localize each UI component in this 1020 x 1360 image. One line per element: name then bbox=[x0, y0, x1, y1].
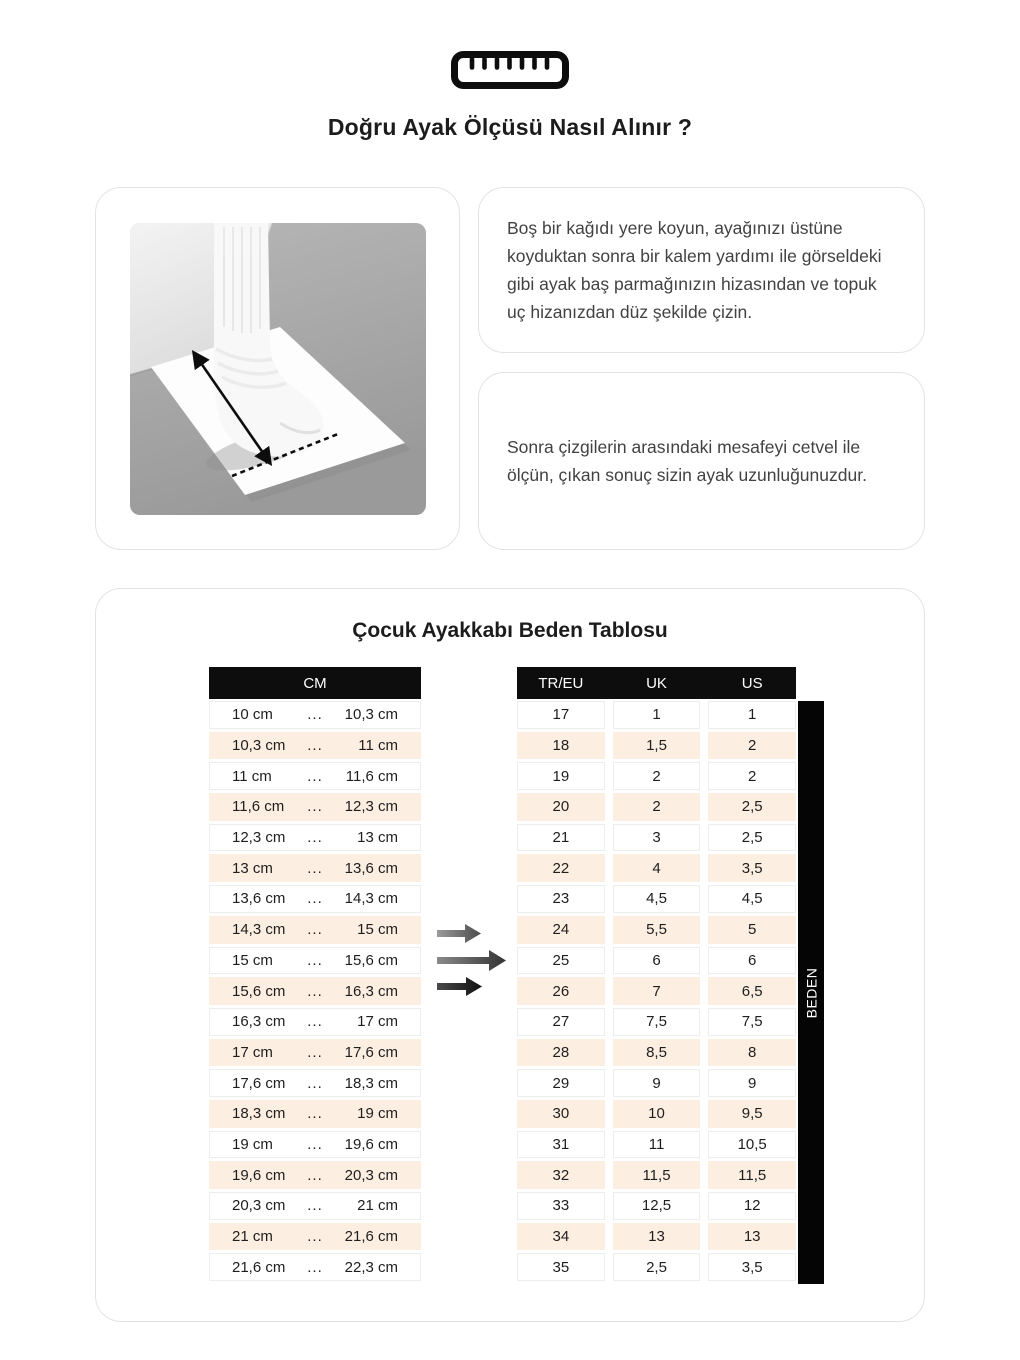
cm-cell: 20,3 cm bbox=[344, 1166, 398, 1184]
foot-on-paper-photo bbox=[130, 223, 426, 515]
size-table-header bbox=[517, 667, 796, 699]
size-chart-card bbox=[95, 588, 925, 1322]
cm-cell: ... bbox=[307, 1013, 323, 1031]
cm-cell: ... bbox=[307, 1228, 323, 1246]
size-cell: 9 bbox=[613, 1069, 701, 1097]
cm-cell: ... bbox=[307, 829, 323, 847]
size-cell: 12 bbox=[708, 1192, 796, 1220]
header-us: US bbox=[741, 674, 763, 692]
cm-cell: 18,3 cm bbox=[232, 1105, 286, 1123]
cm-cell: ... bbox=[307, 1105, 323, 1123]
cm-cell: ... bbox=[307, 921, 323, 939]
size-cell: 13 bbox=[613, 1223, 701, 1251]
size-row bbox=[517, 1039, 796, 1067]
size-row bbox=[517, 1161, 796, 1189]
size-row bbox=[517, 762, 796, 790]
cm-cell: 22,3 cm bbox=[344, 1258, 398, 1276]
instruction-step-1-card bbox=[478, 187, 925, 353]
size-cell: 6 bbox=[708, 947, 796, 975]
cm-header-label: CM bbox=[303, 674, 327, 692]
size-cell: 22 bbox=[517, 854, 605, 882]
cm-cell: 19,6 cm bbox=[344, 1135, 398, 1153]
size-cell: 7 bbox=[613, 977, 701, 1005]
size-cell: 11 bbox=[613, 1131, 701, 1159]
conversion-arrows-icon bbox=[435, 919, 507, 1003]
size-row bbox=[517, 1131, 796, 1159]
size-conversion-table bbox=[517, 667, 796, 1284]
cm-cell: 21,6 cm bbox=[232, 1258, 286, 1276]
size-row bbox=[517, 1223, 796, 1251]
size-row bbox=[517, 732, 796, 760]
cm-cell: 16,3 cm bbox=[344, 982, 398, 1000]
size-row bbox=[517, 1253, 796, 1281]
size-cell: 17 bbox=[517, 701, 605, 729]
cm-cell: 17 cm bbox=[357, 1013, 398, 1031]
size-cell: 8,5 bbox=[613, 1039, 701, 1067]
cm-row bbox=[209, 1039, 421, 1067]
size-cell: 32 bbox=[517, 1161, 605, 1189]
cm-row bbox=[209, 793, 421, 821]
cm-cell: 10,3 cm bbox=[344, 706, 398, 724]
cm-cell: ... bbox=[307, 1043, 323, 1061]
cm-cell: 17,6 cm bbox=[232, 1074, 286, 1092]
cm-cell: 11,6 cm bbox=[232, 798, 285, 816]
cm-cell: 15,6 cm bbox=[344, 951, 398, 969]
ruler-icon bbox=[0, 50, 1020, 90]
cm-row bbox=[209, 1008, 421, 1036]
cm-cell: 15 cm bbox=[357, 921, 398, 939]
cm-cell: 16,3 cm bbox=[232, 1013, 286, 1031]
size-cell: 33 bbox=[517, 1192, 605, 1220]
size-cell: 3 bbox=[613, 824, 701, 852]
size-cell: 24 bbox=[517, 916, 605, 944]
cm-cell: 11 cm bbox=[358, 737, 398, 755]
cm-cell: ... bbox=[307, 859, 323, 877]
size-row bbox=[517, 701, 796, 729]
cm-cell: ... bbox=[307, 1074, 323, 1092]
cm-cell: 19 cm bbox=[232, 1135, 273, 1153]
cm-cell: 19,6 cm bbox=[232, 1166, 286, 1184]
size-cell: 2,5 bbox=[708, 824, 796, 852]
size-cell: 18 bbox=[517, 732, 605, 760]
cm-cell: 11,6 cm bbox=[345, 767, 398, 785]
size-cell: 12,5 bbox=[613, 1192, 701, 1220]
cm-row bbox=[209, 1223, 421, 1251]
size-cell: 27 bbox=[517, 1008, 605, 1036]
cm-cell: 10 cm bbox=[232, 706, 273, 724]
cm-cell: ... bbox=[307, 798, 323, 816]
page-title: Doğru Ayak Ölçüsü Nasıl Alınır ? bbox=[327, 114, 693, 140]
instruction-step-2-card bbox=[478, 372, 925, 550]
cm-row bbox=[209, 1131, 421, 1159]
size-table-body bbox=[517, 701, 796, 1281]
size-row bbox=[517, 1192, 796, 1220]
cm-range-table bbox=[209, 667, 421, 1284]
cm-cell: 20,3 cm bbox=[232, 1197, 286, 1215]
cm-cell: ... bbox=[307, 706, 323, 724]
cm-cell: 14,3 cm bbox=[344, 890, 398, 908]
cm-table-header bbox=[209, 667, 421, 699]
beden-label: BEDEN bbox=[803, 967, 820, 1018]
cm-cell: 17 cm bbox=[232, 1043, 273, 1061]
size-cell: 21 bbox=[517, 824, 605, 852]
cm-row bbox=[209, 885, 421, 913]
size-row bbox=[517, 947, 796, 975]
size-cell: 10,5 bbox=[708, 1131, 796, 1159]
size-cell: 8 bbox=[708, 1039, 796, 1067]
cm-cell: 21 cm bbox=[357, 1197, 398, 1215]
cm-cell: 15 cm bbox=[232, 951, 273, 969]
cm-cell: 17,6 cm bbox=[344, 1043, 398, 1061]
size-row bbox=[517, 793, 796, 821]
beden-side-bar bbox=[798, 701, 824, 1284]
cm-row bbox=[209, 1253, 421, 1281]
size-cell: 1 bbox=[613, 701, 701, 729]
cm-cell: 18,3 cm bbox=[344, 1074, 398, 1092]
size-cell: 2,5 bbox=[613, 1253, 701, 1281]
size-cell: 23 bbox=[517, 885, 605, 913]
size-cell: 4,5 bbox=[708, 885, 796, 913]
cm-cell: 19 cm bbox=[357, 1105, 398, 1123]
cm-cell: 21 cm bbox=[232, 1228, 273, 1246]
cm-cell: ... bbox=[307, 1135, 323, 1153]
size-cell: 19 bbox=[517, 762, 605, 790]
size-cell: 3,5 bbox=[708, 1253, 796, 1281]
cm-cell: 15,6 cm bbox=[232, 982, 286, 1000]
instruction-step-1-text: Boş bir kağıdı yere koyun, ayağınızı üstüne koyduktan sonra bir kalem yardımı ile görseldeki gibi ayak baş parmağınızın hizasından ve topuk uç hizanızdan düz şekilde çizin. bbox=[507, 218, 882, 322]
size-cell: 25 bbox=[517, 947, 605, 975]
cm-cell: 21,6 cm bbox=[344, 1228, 398, 1246]
cm-row bbox=[209, 824, 421, 852]
cm-cell: ... bbox=[307, 982, 323, 1000]
cm-cell: 14,3 cm bbox=[232, 921, 286, 939]
cm-row bbox=[209, 854, 421, 882]
cm-cell: 13,6 cm bbox=[232, 890, 286, 908]
measurement-photo-card bbox=[95, 187, 460, 550]
size-cell: 1,5 bbox=[613, 732, 701, 760]
instruction-step-2-text: Sonra çizgilerin arasındaki mesafeyi cetvel ile ölçün, çıkan sonuç sizin ayak uzunluğunuzdur. bbox=[507, 437, 867, 485]
cm-cell: ... bbox=[307, 737, 323, 755]
cm-cell: 13,6 cm bbox=[344, 859, 398, 877]
cm-cell: 12,3 cm bbox=[344, 798, 398, 816]
size-cell: 7,5 bbox=[708, 1008, 796, 1036]
size-cell: 5,5 bbox=[613, 916, 701, 944]
cm-cell: ... bbox=[307, 1166, 323, 1184]
cm-cell: ... bbox=[307, 951, 323, 969]
cm-row bbox=[209, 732, 421, 760]
size-cell: 29 bbox=[517, 1069, 605, 1097]
size-cell: 2 bbox=[708, 762, 796, 790]
size-cell: 2,5 bbox=[708, 793, 796, 821]
size-chart-title: Çocuk Ayakkabı Beden Tablosu bbox=[352, 619, 668, 642]
size-cell: 20 bbox=[517, 793, 605, 821]
cm-cell: 13 cm bbox=[232, 859, 273, 877]
size-cell: 5 bbox=[708, 916, 796, 944]
size-cell: 11,5 bbox=[708, 1161, 796, 1189]
size-row bbox=[517, 824, 796, 852]
size-cell: 26 bbox=[517, 977, 605, 1005]
size-cell: 3,5 bbox=[708, 854, 796, 882]
cm-row bbox=[209, 916, 421, 944]
header-uk: UK bbox=[646, 674, 667, 692]
cm-table-body bbox=[209, 701, 421, 1281]
size-cell: 2 bbox=[613, 793, 701, 821]
size-cell: 9 bbox=[708, 1069, 796, 1097]
cm-cell: ... bbox=[307, 1258, 323, 1276]
cm-row bbox=[209, 1100, 421, 1128]
cm-cell: 12,3 cm bbox=[232, 829, 286, 847]
size-cell: 30 bbox=[517, 1100, 605, 1128]
cm-row bbox=[209, 701, 421, 729]
cm-cell: ... bbox=[307, 767, 323, 785]
size-row bbox=[517, 854, 796, 882]
size-row bbox=[517, 1100, 796, 1128]
size-cell: 35 bbox=[517, 1253, 605, 1281]
cm-row bbox=[209, 1069, 421, 1097]
size-cell: 28 bbox=[517, 1039, 605, 1067]
cm-row bbox=[209, 1192, 421, 1220]
cm-row bbox=[209, 977, 421, 1005]
size-cell: 2 bbox=[613, 762, 701, 790]
size-cell: 6 bbox=[613, 947, 701, 975]
size-cell: 4,5 bbox=[613, 885, 701, 913]
size-cell: 9,5 bbox=[708, 1100, 796, 1128]
size-cell: 10 bbox=[613, 1100, 701, 1128]
size-row bbox=[517, 1069, 796, 1097]
cm-row bbox=[209, 947, 421, 975]
header-tr-eu: TR/EU bbox=[538, 674, 584, 692]
size-cell: 6,5 bbox=[708, 977, 796, 1005]
cm-cell: 11 cm bbox=[232, 767, 272, 785]
size-row bbox=[517, 1008, 796, 1036]
cm-cell: 10,3 cm bbox=[232, 737, 286, 755]
cm-cell: 13 cm bbox=[357, 829, 398, 847]
size-cell: 13 bbox=[708, 1223, 796, 1251]
cm-cell: ... bbox=[307, 1197, 323, 1215]
cm-row bbox=[209, 762, 421, 790]
size-cell: 7,5 bbox=[613, 1008, 701, 1036]
size-cell: 11,5 bbox=[613, 1161, 701, 1189]
size-row bbox=[517, 885, 796, 913]
cm-cell: ... bbox=[307, 890, 323, 908]
size-cell: 2 bbox=[708, 732, 796, 760]
size-row bbox=[517, 916, 796, 944]
size-cell: 31 bbox=[517, 1131, 605, 1159]
size-cell: 1 bbox=[708, 701, 796, 729]
cm-row bbox=[209, 1161, 421, 1189]
size-cell: 34 bbox=[517, 1223, 605, 1251]
size-cell: 4 bbox=[613, 854, 701, 882]
size-row bbox=[517, 977, 796, 1005]
